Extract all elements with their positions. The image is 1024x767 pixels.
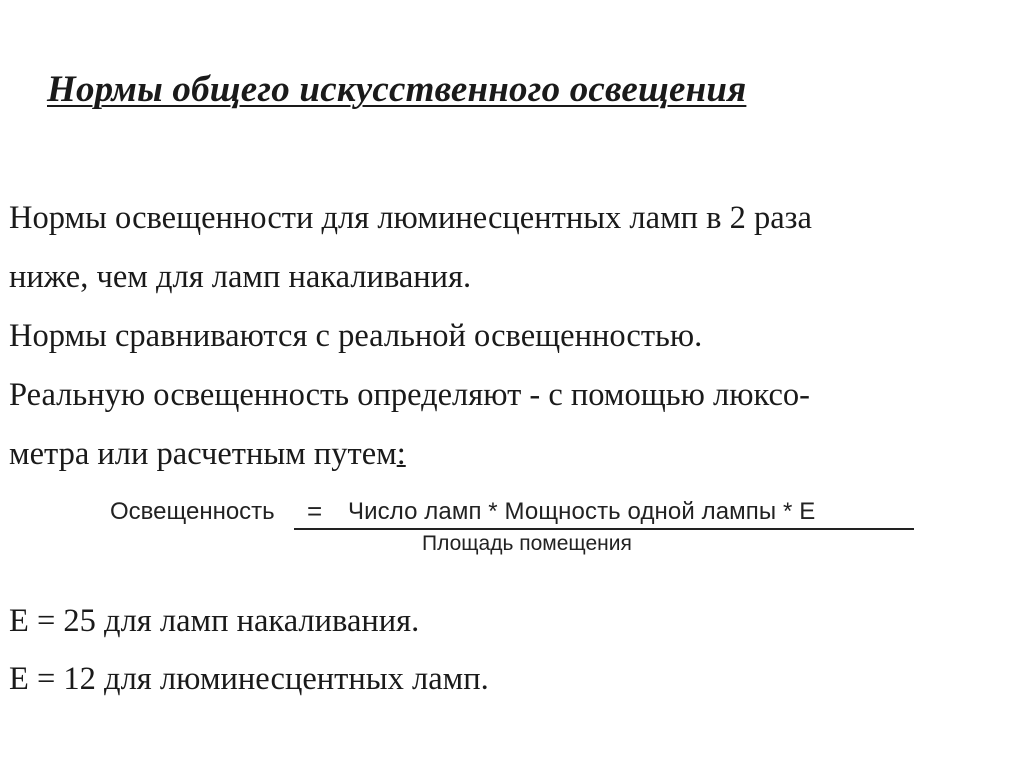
value-line-1: Е = 25 для ламп накаливания. bbox=[9, 603, 420, 639]
illuminance-formula bbox=[110, 494, 930, 564]
text-line-2: ниже, чем для ламп накаливания. bbox=[9, 259, 472, 295]
fraction-bar bbox=[294, 528, 914, 530]
slide-title: Нормы общего искусственного освещения bbox=[47, 69, 747, 110]
formula-denominator: Площадь помещения bbox=[422, 532, 632, 555]
formula-equals: = bbox=[307, 496, 323, 526]
text-line-5 bbox=[9, 425, 812, 484]
formula-lhs: Освещенность bbox=[110, 498, 275, 525]
value-line-2: Е = 12 для люминесцентных ламп. bbox=[9, 661, 489, 697]
text-line-5-text: метра или расчетным путем bbox=[9, 436, 397, 472]
coefficient-values bbox=[9, 592, 489, 708]
formula-numerator: Число ламп * Мощность одной лампы * Е bbox=[348, 498, 816, 525]
text-line-4: Реальную освещенность определяют - с помощью люксо- bbox=[9, 377, 810, 413]
body-text bbox=[9, 189, 812, 484]
underlined-colon: : bbox=[396, 436, 406, 472]
text-line-3: Нормы сравниваются с реальной освещенностью. bbox=[9, 318, 703, 354]
text-line-1: Нормы освещенности для люминесцентных ламп в 2 раза bbox=[9, 200, 812, 236]
